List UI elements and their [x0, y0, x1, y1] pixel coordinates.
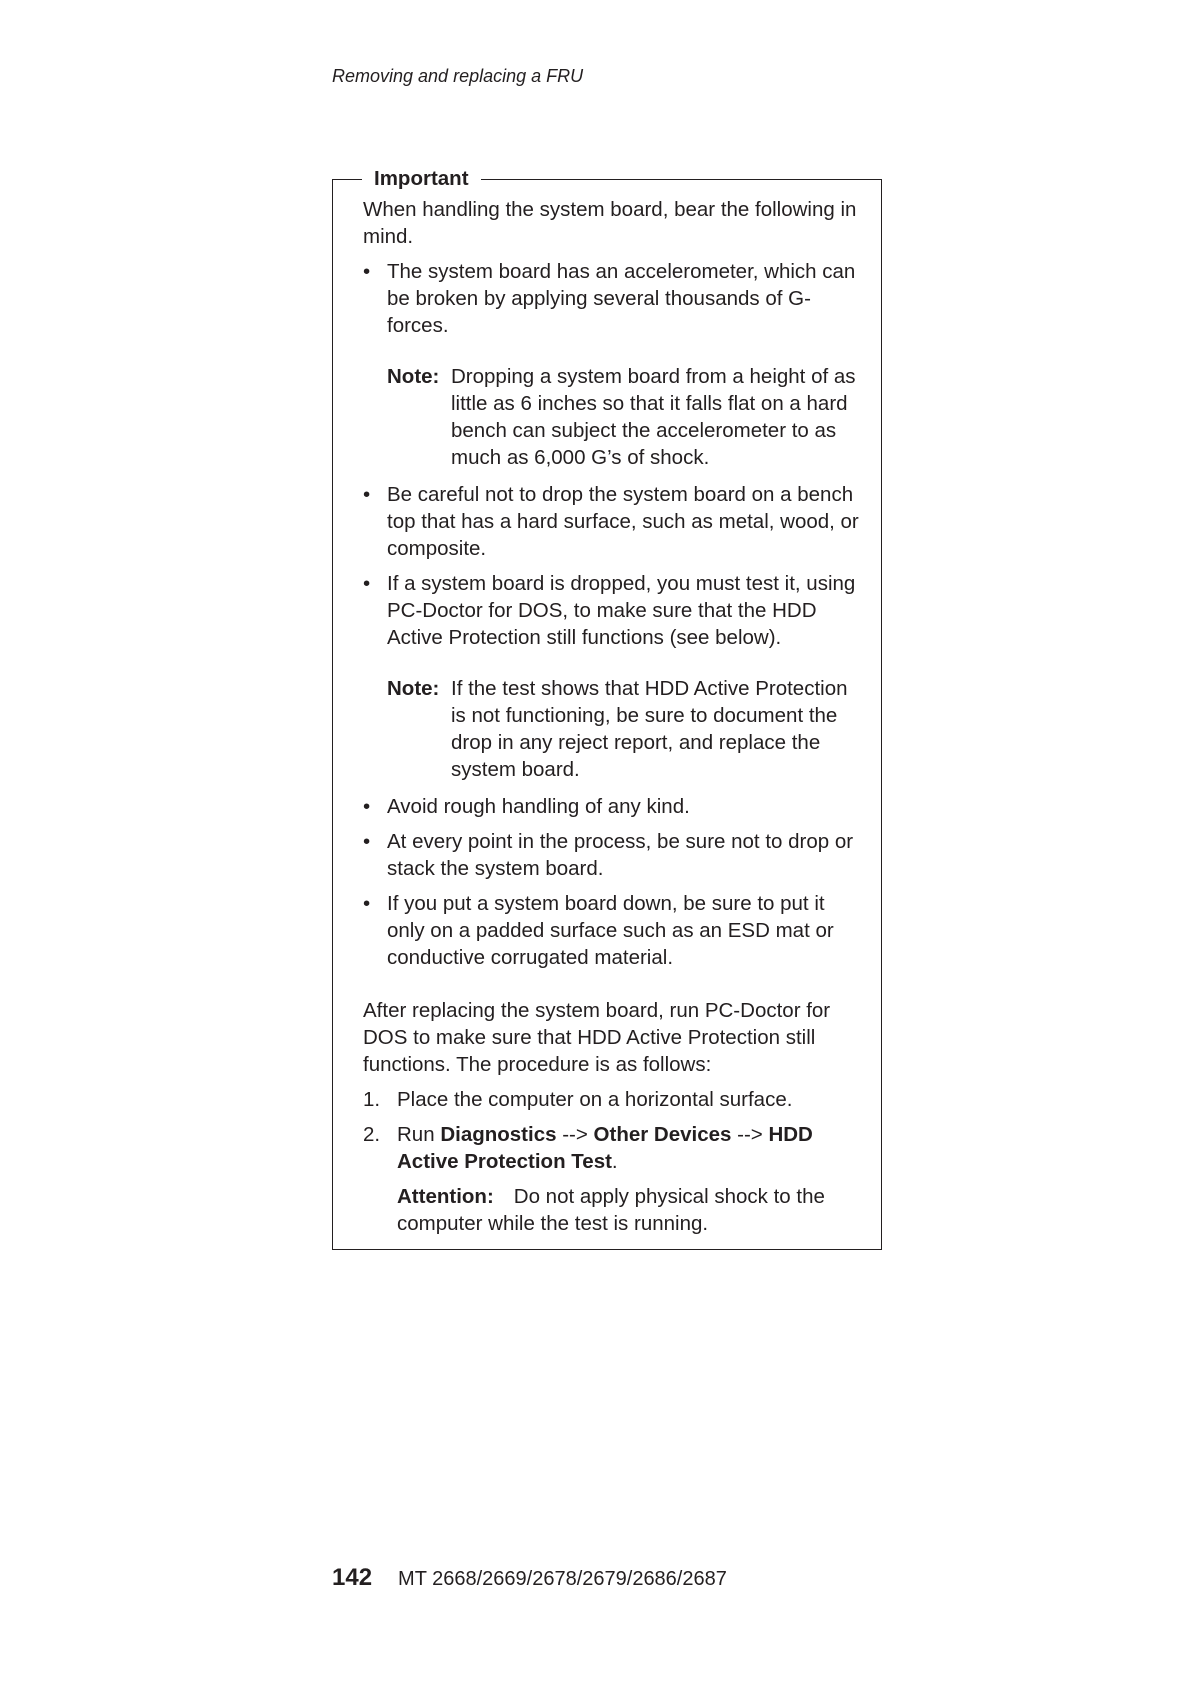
menu-arrow: --> [731, 1123, 769, 1146]
bullet-glyph: • [363, 572, 371, 595]
step-number: 2. [363, 1123, 381, 1146]
note-label: Note: [387, 365, 440, 388]
list-item-text: The system board has an accelerometer, which can be broken by applying several thousands of G-forces. [387, 260, 856, 337]
menu-hdd-active-protection-test: HDD Active Protection Test [397, 1123, 813, 1173]
step-item [363, 1086, 863, 1113]
page-number: 142 [332, 1564, 373, 1591]
note-text: If the test shows that HDD Active Protection is not functioning, be sure to document the drop in any reject report, and replace the system board. [451, 677, 848, 781]
running-head: Removing and replacing a FRU [332, 66, 584, 86]
procedure-steps [363, 1086, 863, 1237]
box-top-border-right [481, 179, 882, 180]
bullet-glyph: • [363, 795, 371, 818]
list-item [363, 890, 863, 971]
list-item-text: Avoid rough handling of any kind. [387, 795, 690, 818]
bullet-glyph: • [363, 483, 371, 506]
list-item-text: If you put a system board down, be sure to put it only on a padded surface such as an ESD mat or conductive corrugated material. [387, 892, 834, 969]
step-prefix: Run [397, 1123, 441, 1146]
menu-other-devices: Other Devices [593, 1123, 732, 1146]
list-item-text: At every point in the process, be sure not to drop or stack the system board. [387, 830, 854, 880]
menu-diagnostics: Diagnostics [440, 1123, 557, 1146]
list-item [363, 570, 863, 783]
machine-types: MT 2668/2669/2678/2679/2686/2687 [398, 1568, 727, 1590]
page-footer [332, 1564, 727, 1593]
menu-arrow: --> [556, 1123, 594, 1146]
important-content [363, 196, 863, 1245]
precautions-list [363, 258, 863, 971]
bullet-glyph: • [363, 892, 371, 915]
list-item [363, 828, 863, 882]
list-item [363, 793, 863, 820]
note-test-failure [387, 675, 863, 783]
bullet-glyph: • [363, 260, 371, 283]
after-replacing-paragraph: After replacing the system board, run PC-Doctor for DOS to make sure that HDD Active Protection still functions. The procedure is as follows: [363, 999, 831, 1076]
list-item-text: If a system board is dropped, you must test it, using PC-Doctor for DOS, to make sure that the HDD Active Protection still functions (see below). [387, 572, 856, 649]
list-item [363, 258, 863, 471]
note-accelerometer [387, 363, 863, 471]
important-title: Important [374, 167, 469, 190]
attention-label: Attention: [397, 1185, 494, 1208]
intro-paragraph: When handling the system board, bear the following in mind. [363, 198, 857, 248]
important-box [332, 167, 882, 1250]
box-top-border-left [332, 179, 362, 180]
attention-text: Do not apply physical shock to the computer while the test is running. [397, 1185, 825, 1235]
step-number: 1. [363, 1088, 381, 1111]
step-text [397, 1123, 813, 1173]
step-suffix: . [611, 1150, 618, 1173]
bullet-glyph: • [363, 830, 371, 853]
list-item [363, 481, 863, 562]
list-item-text: Be careful not to drop the system board on a bench top that has a hard surface, such as metal, wood, or composite. [387, 483, 859, 560]
note-text: Dropping a system board from a height of as little as 6 inches so that it falls flat on a hard bench can subject the accelerometer to as much as 6,000 G’s of shock. [451, 365, 856, 469]
attention-notice [397, 1183, 863, 1237]
note-label: Note: [387, 677, 440, 700]
step-text: Place the computer on a horizontal surface. [397, 1088, 793, 1111]
step-item [363, 1121, 863, 1237]
